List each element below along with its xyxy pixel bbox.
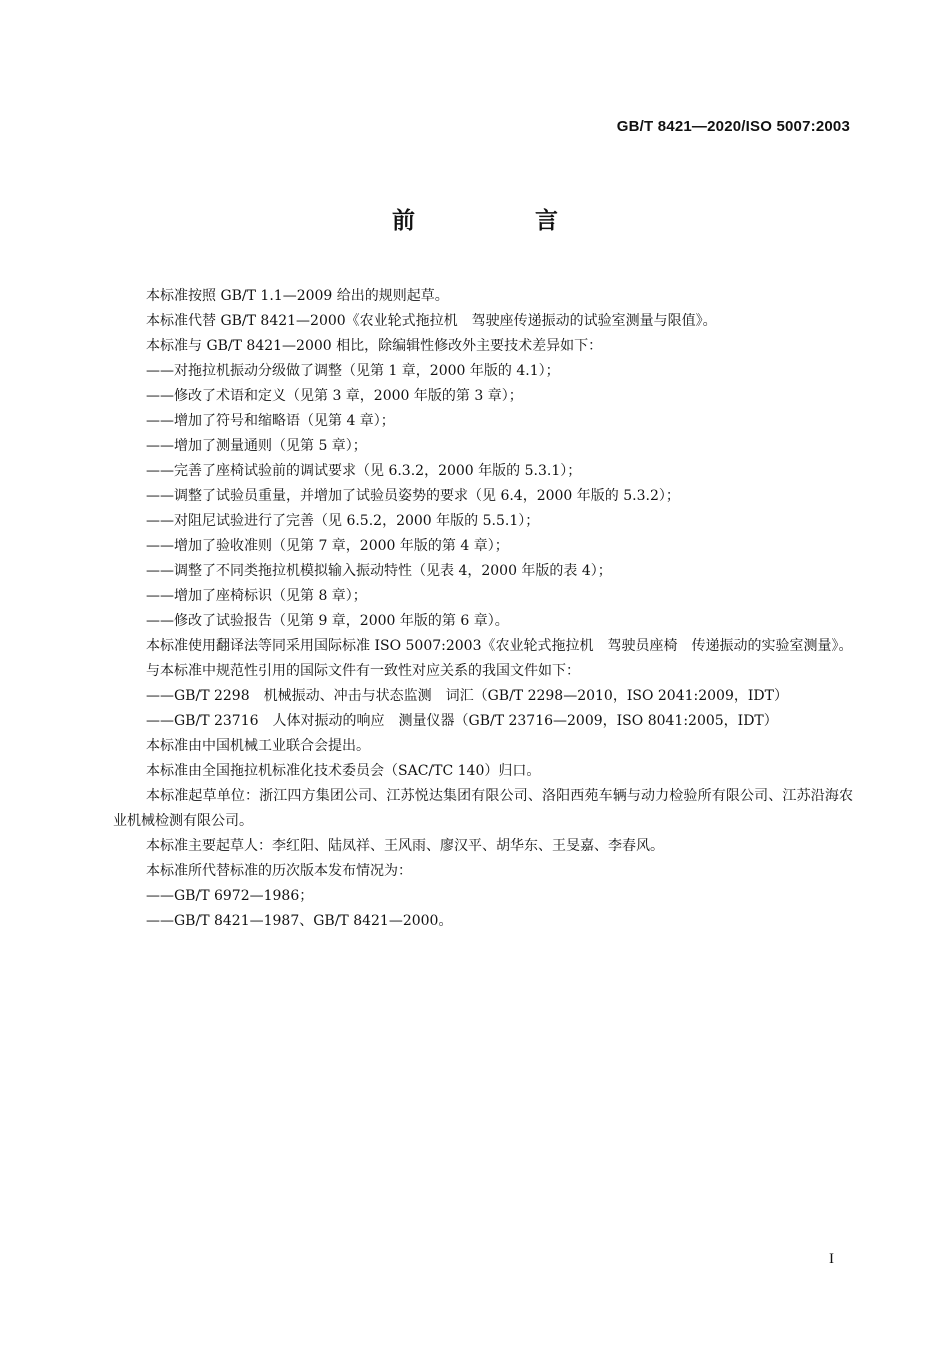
page-number: I bbox=[829, 1251, 834, 1267]
list-item: ——GB/T 23716 人体对振动的响应 测量仪器（GB/T 23716—2009，ISO 8041:2005，IDT） bbox=[146, 713, 778, 729]
paragraph: 本标准主要起草人：李红阳、陆凤祥、王风雨、廖汉平、胡华东、王旻嘉、李春风。 bbox=[146, 838, 664, 854]
list-item: ——GB/T 8421—1987、GB/T 8421—2000。 bbox=[146, 913, 453, 929]
list-item: ——增加了测量通则（见第 5 章）； bbox=[146, 438, 367, 454]
paragraph: 本标准所代替标准的历次版本发布情况为： bbox=[146, 863, 412, 879]
list-item: ——对拖拉机振动分级做了调整（见第 1 章，2000 年版的 4.1）； bbox=[146, 363, 560, 379]
paragraph: 与本标准中规范性引用的国际文件有一致性对应关系的我国文件如下： bbox=[146, 663, 580, 679]
list-item: ——增加了验收准则（见第 7 章，2000 年版的第 4 章）； bbox=[146, 538, 509, 554]
list-item: ——修改了试验报告（见第 9 章，2000 年版的第 6 章）。 bbox=[146, 613, 509, 629]
page-title: 前 言 bbox=[391, 208, 614, 234]
list-item: ——完善了座椅试验前的调试要求（见 6.3.2，2000 年版的 5.3.1）； bbox=[146, 463, 582, 479]
list-item: ——调整了试验员重量，并增加了试验员姿势的要求（见 6.4，2000 年版的 5.3.2）； bbox=[146, 488, 680, 504]
paragraph: 本标准使用翻译法等同采用国际标准 ISO 5007:2003《农业轮式拖拉机 驾驶员座椅 传递振动的实验室测量》。 bbox=[146, 638, 853, 654]
paragraph: 本标准由全国拖拉机标准化技术委员会（SAC/TC 140）归口。 bbox=[146, 763, 541, 779]
list-item: ——增加了座椅标识（见第 8 章）； bbox=[146, 588, 367, 604]
paragraph: 本标准代替 GB/T 8421—2000《农业轮式拖拉机 驾驶座传递振动的试验室测量与限值》。 bbox=[146, 313, 717, 329]
list-item: ——增加了符号和缩略语（见第 4 章）； bbox=[146, 413, 395, 429]
list-item: ——对阻尼试验进行了完善（见 6.5.2，2000 年版的 5.5.1）； bbox=[146, 513, 540, 529]
standard-number-header: GB/T 8421—2020/ISO 5007:2003 bbox=[616, 118, 850, 135]
list-item: ——调整了不同类拖拉机模拟输入振动特性（见表 4，2000 年版的表 4）； bbox=[146, 563, 612, 579]
paragraph: 本标准起草单位：浙江四方集团公司、江苏悦达集团有限公司、洛阳西苑车辆与动力检验所有限公司、江苏沿海农业机械检测有限公司。 bbox=[113, 788, 853, 829]
list-item: ——GB/T 6972—1986； bbox=[146, 888, 314, 904]
foreword-body bbox=[113, 284, 853, 934]
paragraph: 本标准与 GB/T 8421—2000 相比，除编辑性修改外主要技术差异如下： bbox=[146, 338, 603, 354]
paragraph: 本标准按照 GB/T 1.1—2009 给出的规则起草。 bbox=[146, 288, 449, 304]
list-item: ——GB/T 2298 机械振动、冲击与状态监测 词汇（GB/T 2298—2010，ISO 2041:2009，IDT） bbox=[146, 688, 788, 704]
list-item: ——修改了术语和定义（见第 3 章，2000 年版的第 3 章）； bbox=[146, 388, 523, 404]
paragraph: 本标准由中国机械工业联合会提出。 bbox=[146, 738, 370, 754]
